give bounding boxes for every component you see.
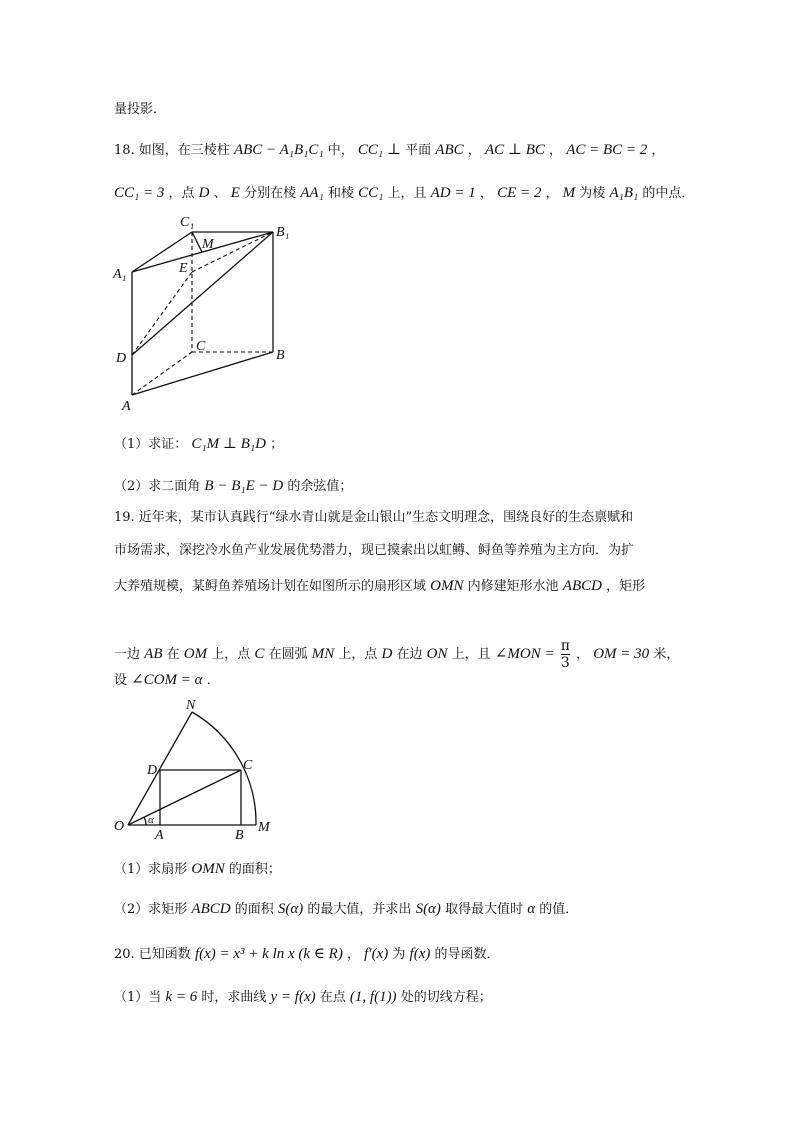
numerator: π (560, 638, 570, 654)
q19-part-2 (114, 899, 578, 920)
label-B1: B₁ (276, 225, 290, 240)
math: α (527, 901, 536, 917)
label-B: B (276, 348, 285, 363)
q19-line-5 (114, 670, 220, 691)
label-C1: C₁ (180, 215, 195, 230)
q19-part-1 (114, 859, 281, 880)
math: AB (144, 646, 163, 662)
denominator: 3 (560, 655, 570, 671)
q18-part-2 (114, 476, 352, 497)
label-M: M (258, 820, 270, 835)
text: 的导函数． (434, 947, 500, 962)
math: OM (183, 646, 208, 662)
math: ABCD (191, 901, 231, 917)
q20-statement (114, 944, 500, 965)
text: 时，求曲线 (201, 990, 267, 1005)
text: 和棱 (327, 186, 354, 201)
text: ，矩形 (606, 579, 646, 594)
math: MN (311, 646, 335, 662)
text: 19. 近年来，某市认真践行“绿水青山就是金山银山”生态文明理念，围绕良好的生态禀赋和 (114, 510, 634, 525)
label-D: D (147, 763, 158, 778)
continuation-text: 量投影． (114, 102, 167, 117)
text: ， (346, 947, 360, 962)
label-E: E (179, 261, 188, 276)
q18-statement-line-1 (114, 140, 664, 161)
text: 为 (392, 947, 406, 962)
text: 在点 (319, 990, 346, 1005)
text: ． (206, 673, 220, 688)
fraction-pi-over-3 (561, 638, 570, 671)
text: ， (467, 143, 481, 158)
text: 米， (653, 647, 680, 662)
math: ∠MON = (494, 646, 555, 662)
math: ABCD (562, 578, 602, 594)
text: （2）求矩形 (114, 902, 188, 917)
math: CC₁ = 3 (114, 185, 165, 201)
math: f(x) = x³ + k ln x (k ∈ R) (194, 946, 343, 962)
math: AA₁ (300, 185, 324, 201)
text: 为棱 (579, 186, 606, 201)
text: 在边 (396, 647, 423, 662)
text: 上，且 (451, 647, 491, 662)
text-line (114, 100, 166, 120)
text: ； (270, 437, 284, 452)
label-A1: A₁ (113, 267, 127, 282)
text: 上，点 (211, 647, 251, 662)
text: 中， (327, 143, 354, 158)
sector-figure (110, 698, 280, 843)
text: ， (479, 186, 493, 201)
math: A₁B₁ (609, 185, 639, 201)
text: 在 (166, 647, 180, 662)
q18-statement-line-2 (114, 183, 694, 204)
text: （1）求扇形 (114, 862, 188, 877)
text: 分别在棱 (244, 186, 297, 201)
math: C (254, 646, 265, 662)
math: (1, f(1)) (349, 989, 397, 1005)
text: ， (576, 647, 590, 662)
math: CC₁ (358, 185, 384, 201)
text: ， (545, 186, 559, 201)
math: E (230, 185, 240, 201)
math: AC = BC = 2 (566, 142, 648, 158)
text: ，点 (168, 186, 195, 201)
math: D (198, 185, 210, 201)
math: ON (426, 646, 448, 662)
math: k = 6 (165, 989, 198, 1005)
q19-line-3 (114, 576, 645, 597)
math: OMN (191, 861, 225, 877)
q19-line-2 (114, 541, 634, 561)
text: 大养殖规模，某鲟鱼养殖场计划在如图所示的扇形区域 (114, 579, 427, 594)
label-M: M (202, 237, 214, 252)
text: ， (651, 143, 665, 158)
q18-part-1 (114, 434, 283, 455)
q18-intro: 18. 如图，在三棱柱 (114, 143, 230, 158)
text: 内修建矩形水池 (467, 579, 559, 594)
text: 的值． (539, 902, 579, 917)
q19-line-1 (114, 508, 633, 528)
text: 在圆弧 (268, 647, 308, 662)
math: y = f(x) (270, 989, 316, 1005)
math: AD = 1 (430, 185, 476, 201)
math: CE = 2 (497, 185, 542, 201)
text: 20. 已知函数 (114, 947, 191, 962)
text: 设 (114, 673, 128, 688)
math: f′(x) (364, 946, 389, 962)
math: M (562, 185, 576, 201)
label-C: C (243, 758, 253, 773)
math: B − B₁E − D (204, 478, 284, 494)
text: 上，点 (338, 647, 378, 662)
label-A: A (122, 399, 131, 414)
text: 的面积 (234, 902, 274, 917)
q19-line-4 (114, 638, 679, 671)
text: 的中点． (642, 186, 695, 201)
text: 上，且 (387, 186, 427, 201)
prism-figure (110, 212, 310, 417)
label-alpha: α (148, 814, 154, 826)
math: AC ⊥ BC (484, 142, 545, 158)
text: 的余弦值； (287, 479, 353, 494)
math: f(x) (409, 946, 431, 962)
math: S(α) (415, 901, 441, 917)
text: （1）求证： (114, 437, 188, 452)
text: 、 (213, 186, 227, 201)
math: D (381, 646, 393, 662)
label-O: O (114, 819, 125, 834)
text: 取得最大值时 (445, 902, 524, 917)
math-prism: ABC − A₁B₁C₁ (233, 142, 324, 158)
math: ∠COM = α (131, 672, 203, 688)
label-C: C (196, 339, 206, 354)
text: 的面积； (228, 862, 281, 877)
text: 处的切线方程； (400, 990, 492, 1005)
text: ， (549, 143, 563, 158)
label-N: N (186, 698, 196, 713)
math: CC₁ ⊥ (357, 142, 401, 158)
text: 平面 (405, 143, 432, 158)
math: OMN (430, 578, 464, 594)
text: （2）求二面角 (114, 479, 201, 494)
text: 一边 (114, 647, 141, 662)
q20-part-1 (114, 987, 492, 1008)
math: OM = 30 (593, 646, 650, 662)
math: S(α) (277, 901, 304, 917)
label-A: A (155, 828, 164, 843)
math: ABC (435, 142, 464, 158)
label-B: B (235, 828, 244, 843)
text: 市场需求，深挖冷水鱼产业发展优势潜力，现已摸索出以虹鳟、鲟鱼等养殖为主方向．为扩 (114, 543, 635, 558)
text: 的最大值，并求出 (307, 902, 412, 917)
text: （1）当 (114, 990, 162, 1005)
label-D: D (116, 351, 127, 366)
math: C₁M ⊥ B₁D (191, 436, 266, 452)
